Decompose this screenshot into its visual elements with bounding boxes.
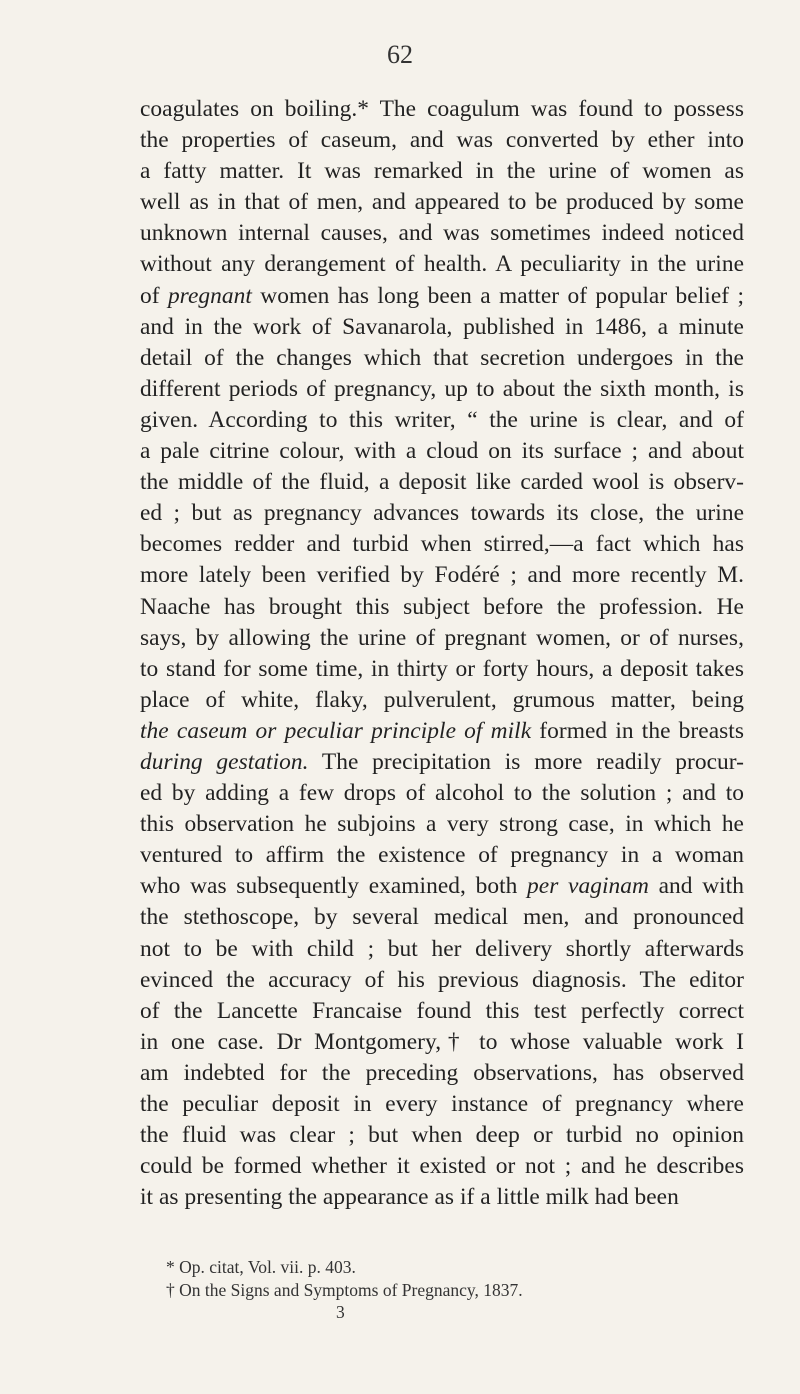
text-line [140, 996, 744, 1027]
text-run: am indebted for the preceding observations, has observed [140, 1059, 744, 1086]
text-run: of [140, 282, 168, 309]
italic-text: per vaginam [527, 873, 649, 900]
text-run: a pale citrine colour, with a cloud on its surface ; and about [140, 438, 744, 465]
text-run: place of white, flaky, pulverulent, grumous matter, being [140, 686, 744, 713]
text-run: a fatty matter. It was remarked in the urine of women as [140, 158, 744, 185]
text-run: ed by adding a few drops of alcohol to the solution ; and to [140, 780, 744, 807]
text-line [140, 902, 744, 933]
text-line [140, 498, 744, 529]
text-line [140, 249, 744, 280]
text-run: different periods of pregnancy, up to about the sixth month, is [140, 375, 744, 402]
text-run: formed in the breasts [531, 717, 744, 744]
text-run: coagulates on boiling.* The coagulum was found to possess [140, 96, 744, 122]
text-run: to stand for some time, in thirty or forty hours, a deposit takes [140, 655, 744, 682]
text-line [140, 405, 744, 436]
text-run: in one case. Dr Montgomery,† to whose valuable work I [140, 1028, 744, 1055]
text-run: this observation he subjoins a very strong case, in which he [140, 811, 744, 838]
text-line [140, 965, 744, 996]
text-line [140, 1120, 744, 1151]
text-run: well as in that of men, and appeared to be produced by some [140, 189, 744, 216]
text-run: without any derangement of health. A peculiarity in the urine [140, 251, 744, 278]
text-line [140, 871, 744, 902]
text-run: Naache has brought this subject before the profession. He [140, 593, 744, 620]
text-line [140, 685, 744, 716]
footnote: † On the Signs and Symptoms of Pregnancy, 1837. [166, 1280, 523, 1300]
text-line [140, 716, 744, 747]
footnotes [166, 1256, 726, 1302]
text-line [140, 934, 744, 965]
text-line [140, 343, 744, 374]
text-run: given. According to this writer, “ the urine is clear, and of [140, 406, 744, 433]
text-run: the middle of the fluid, a deposit like carded wool is observ- [140, 469, 744, 496]
page-number: 62 [387, 40, 413, 69]
text-line [140, 1089, 744, 1120]
text-run: and with [648, 873, 744, 900]
text-run: detail of the changes which that secretion undergoes in the [140, 344, 744, 371]
text-run: not to be with child ; but her delivery shortly afterwards [140, 935, 744, 962]
text-run: says, by allowing the urine of pregnant women, or of nurses, [140, 624, 744, 651]
text-line [140, 125, 744, 156]
body-text [140, 94, 744, 1213]
text-run: the peculiar deposit in every instance of pregnancy where [140, 1091, 744, 1117]
text-run: it as presenting the appearance as if a little milk had been [140, 1184, 679, 1211]
text-run: and in the work of Savanarola, published in 1486, a minute [140, 313, 744, 340]
text-run: who was subsequently examined, both [140, 873, 528, 900]
text-line [140, 778, 744, 809]
text-line [140, 467, 744, 498]
footnote: * Op. citat, Vol. vii. p. 403. [166, 1257, 356, 1277]
text-run: the properties of caseum, and was converted by ether into [140, 127, 744, 154]
text-run: ed ; but as pregnancy advances towards its close, the urine [140, 500, 744, 527]
text-run: evinced the accuracy of his previous diagnosis. The editor [140, 966, 744, 993]
text-run: could be formed whether it existed or not ; and he describes [140, 1153, 744, 1180]
italic-text: during gestation. [140, 748, 309, 775]
text-line [140, 654, 744, 685]
text-line [140, 187, 744, 218]
italic-text: pregnant [167, 282, 252, 309]
text-run: unknown internal causes, and was sometimes indeed noticed [140, 220, 744, 247]
text-line [140, 1182, 744, 1213]
text-run: the stethoscope, by several medical men, and pronounced [140, 904, 744, 931]
text-line [140, 374, 744, 405]
text-line [140, 281, 744, 312]
text-run: the fluid was clear ; but when deep or turbid no opinion [140, 1122, 744, 1149]
text-run: The precipitation is more readily procur- [308, 748, 744, 775]
text-line [140, 809, 744, 840]
text-line [140, 218, 744, 249]
text-line [140, 747, 744, 778]
text-line [140, 1058, 744, 1089]
text-line [140, 623, 744, 654]
text-line [140, 1151, 744, 1182]
text-run: becomes redder and turbid when stirred,—a fact which has [140, 531, 744, 558]
text-line [140, 560, 744, 591]
text-line [140, 436, 744, 467]
text-run: of the Lancette Francaise found this test perfectly correct [140, 997, 744, 1024]
text-line [140, 1027, 744, 1058]
text-line [140, 529, 744, 560]
signature-mark: 3 [336, 1302, 345, 1322]
text-line [140, 840, 744, 871]
text-line [140, 312, 744, 343]
text-run: ventured to affirm the existence of pregnancy in a woman [140, 842, 744, 869]
text-line [140, 592, 744, 623]
text-line [140, 156, 744, 187]
text-run: women has long been a matter of popular belief ; [251, 282, 744, 309]
italic-text: the caseum or peculiar principle of milk [140, 717, 532, 744]
text-run: more lately been verified by Fodéré ; and more recently M. [140, 562, 744, 589]
text-line [140, 94, 744, 125]
